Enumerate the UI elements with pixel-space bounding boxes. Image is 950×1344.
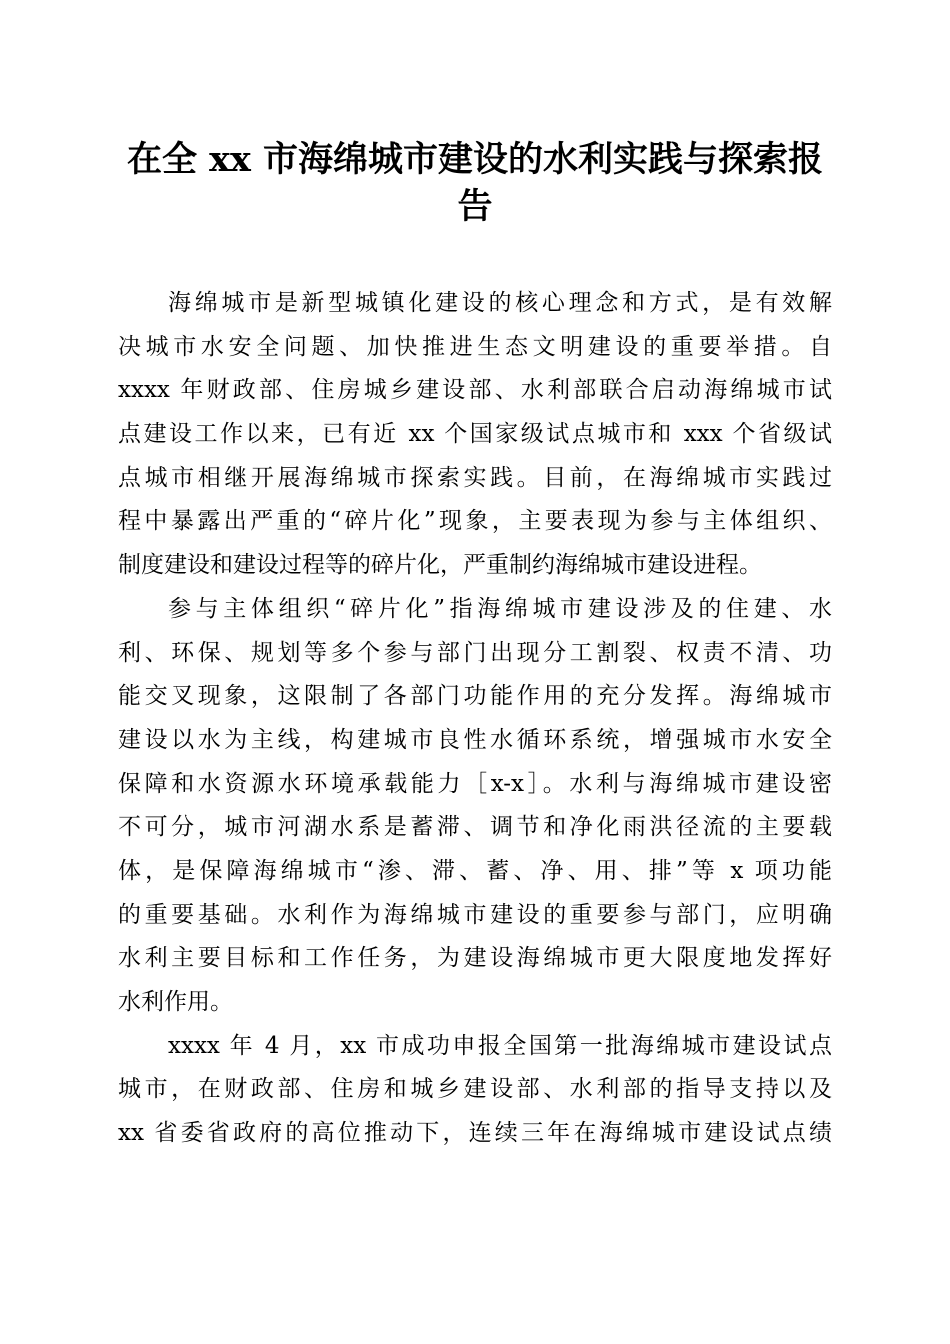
text-line: 利、环保、规划等多个参与部门出现分工割裂、权责不清、功 [118, 639, 832, 666]
text-line: 能交叉现象，这限制了各部门功能作用的充分发挥。海绵城市 [118, 683, 832, 710]
text-line: 点建设工作以来，已有近 xx 个国家级试点城市和 xxx 个省级试 [118, 421, 832, 448]
paragraph-2 [118, 588, 832, 1025]
text-line: 参与主体组织“碎片化”指海绵城市建设涉及的住建、水 [168, 595, 832, 622]
text-line: 制度建设和建设过程等的碎片化，严重制约海绵城市建设进程。 [118, 552, 762, 579]
text-line: 城市，在财政部、住房和城乡建设部、水利部的指导支持以及 [118, 1076, 832, 1103]
text-line: 建设以水为主线，构建城市良性水循环系统，增强城市水安全 [118, 726, 832, 753]
text-line: 点城市相继开展海绵城市探索实践。目前，在海绵城市实践过 [118, 464, 832, 491]
title-line-1: 在全 xx 市海绵城市建设的水利实践与探索报 [126, 139, 824, 180]
text-line: 体，是保障海绵城市“渗、滞、蓄、净、用、排”等 x 项功能 [118, 857, 832, 884]
text-line: 程中暴露出严重的“碎片化”现象，主要表现为参与主体组织、 [118, 508, 832, 535]
paragraph-3 [118, 1025, 832, 1156]
text-line: xxxx 年财政部、住房城乡建设部、水利部联合启动海绵城市试 [118, 377, 832, 404]
text-line: 海绵城市是新型城镇化建设的核心理念和方式，是有效解 [168, 290, 832, 316]
title-line-2: 告 [457, 186, 493, 227]
text-line: 的重要基础。水利作为海绵城市建设的重要参与部门，应明确 [118, 901, 832, 928]
text-line: xxxx 年 4 月，xx 市成功申报全国第一批海绵城市建设试点 [168, 1032, 832, 1059]
text-line: 水利主要目标和工作任务，为建设海绵城市更大限度地发挥好 [118, 945, 832, 972]
text-line: xx 省委省政府的高位推动下，连续三年在海绵城市建设试点绩 [118, 1120, 832, 1147]
document-title [118, 136, 832, 230]
document-body [118, 282, 832, 1156]
text-line: 决城市水安全问题、加快推进生态文明建设的重要举措。自 [118, 333, 832, 360]
text-line: 不可分，城市河湖水系是蓄滞、调节和净化雨洪径流的主要载 [118, 814, 832, 841]
text-line: 保障和水资源水环境承载能力［x-x］。水利与海绵城市建设密 [118, 770, 832, 797]
text-line: 水利作用。 [118, 989, 233, 1015]
paragraph-1 [118, 282, 832, 588]
